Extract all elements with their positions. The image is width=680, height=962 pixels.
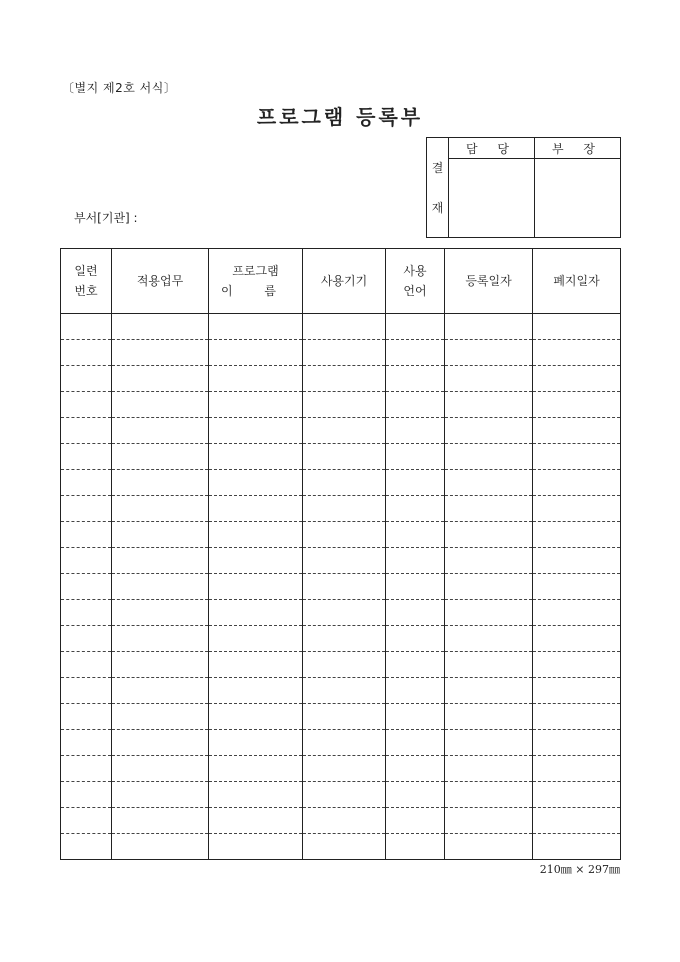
cell-reg-date[interactable]: [445, 600, 533, 626]
cell-device[interactable]: [303, 808, 386, 834]
cell-abolish-date[interactable]: [533, 496, 621, 522]
cell-language[interactable]: [386, 366, 445, 392]
cell-abolish-date[interactable]: [533, 704, 621, 730]
header-language-line1: 사용: [403, 264, 427, 278]
cell-language[interactable]: [386, 314, 445, 340]
cell-task[interactable]: [112, 340, 209, 366]
cell-task[interactable]: [112, 366, 209, 392]
table-header-row: [61, 249, 621, 314]
cell-serial[interactable]: [61, 834, 112, 860]
header-program-line2: 이 름: [221, 284, 290, 298]
cell-abolish-date[interactable]: [533, 834, 621, 860]
cell-language[interactable]: [386, 392, 445, 418]
cell-language[interactable]: [386, 418, 445, 444]
cell-abolish-date[interactable]: [533, 782, 621, 808]
cell-serial[interactable]: [61, 678, 112, 704]
table-row: [61, 756, 621, 782]
cell-language[interactable]: [386, 340, 445, 366]
cell-language[interactable]: [386, 678, 445, 704]
table-row: [61, 418, 621, 444]
cell-program[interactable]: [209, 470, 303, 496]
cell-abolish-date[interactable]: [533, 574, 621, 600]
cell-serial[interactable]: [61, 782, 112, 808]
cell-reg-date[interactable]: [445, 782, 533, 808]
cell-reg-date[interactable]: [445, 340, 533, 366]
cell-device[interactable]: [303, 834, 386, 860]
cell-device[interactable]: [303, 470, 386, 496]
table-row: [61, 444, 621, 470]
cell-serial[interactable]: [61, 548, 112, 574]
cell-abolish-date[interactable]: [533, 418, 621, 444]
cell-device[interactable]: [303, 392, 386, 418]
header-abolition-date: 폐지일자: [533, 249, 621, 314]
cell-device[interactable]: [303, 600, 386, 626]
cell-device[interactable]: [303, 652, 386, 678]
cell-program[interactable]: [209, 496, 303, 522]
cell-language[interactable]: [386, 756, 445, 782]
cell-serial[interactable]: [61, 652, 112, 678]
cell-serial[interactable]: [61, 522, 112, 548]
cell-serial[interactable]: [61, 496, 112, 522]
cell-program[interactable]: [209, 340, 303, 366]
cell-program[interactable]: [209, 392, 303, 418]
cell-reg-date[interactable]: [445, 496, 533, 522]
cell-abolish-date[interactable]: [533, 730, 621, 756]
table-row: [61, 600, 621, 626]
cell-reg-date[interactable]: [445, 392, 533, 418]
cell-task[interactable]: [112, 756, 209, 782]
cell-device[interactable]: [303, 314, 386, 340]
cell-language[interactable]: [386, 626, 445, 652]
cell-abolish-date[interactable]: [533, 678, 621, 704]
cell-task[interactable]: [112, 470, 209, 496]
cell-program[interactable]: [209, 314, 303, 340]
cell-device[interactable]: [303, 704, 386, 730]
table-row: [61, 392, 621, 418]
cell-serial[interactable]: [61, 418, 112, 444]
cell-device[interactable]: [303, 756, 386, 782]
cell-language[interactable]: [386, 444, 445, 470]
header-serial-line2: 번호: [74, 284, 98, 298]
table-row: [61, 730, 621, 756]
cell-reg-date[interactable]: [445, 366, 533, 392]
header-serial-line1: 일련: [74, 264, 98, 278]
cell-reg-date[interactable]: [445, 730, 533, 756]
cell-reg-date[interactable]: [445, 522, 533, 548]
cell-serial[interactable]: [61, 704, 112, 730]
header-language-line2: 언어: [403, 284, 427, 298]
cell-device[interactable]: [303, 418, 386, 444]
cell-reg-date[interactable]: [445, 704, 533, 730]
cell-task[interactable]: [112, 652, 209, 678]
cell-serial[interactable]: [61, 340, 112, 366]
approval-sign-manager[interactable]: [449, 159, 535, 238]
cell-abolish-date[interactable]: [533, 366, 621, 392]
table-row: [61, 652, 621, 678]
page-title: 프로그램 등록부: [256, 105, 424, 129]
cell-program[interactable]: [209, 808, 303, 834]
form-number: 〔별지 제2호 서식〕: [62, 81, 177, 95]
cell-task[interactable]: [112, 834, 209, 860]
cell-abolish-date[interactable]: [533, 522, 621, 548]
cell-language[interactable]: [386, 730, 445, 756]
cell-serial[interactable]: [61, 808, 112, 834]
cell-language[interactable]: [386, 574, 445, 600]
cell-device[interactable]: [303, 340, 386, 366]
cell-device[interactable]: [303, 444, 386, 470]
cell-program[interactable]: [209, 626, 303, 652]
cell-task[interactable]: [112, 418, 209, 444]
approval-box: [426, 137, 621, 238]
table-row: [61, 574, 621, 600]
cell-reg-date[interactable]: [445, 470, 533, 496]
cell-program[interactable]: [209, 756, 303, 782]
cell-device[interactable]: [303, 626, 386, 652]
cell-abolish-date[interactable]: [533, 444, 621, 470]
cell-abolish-date[interactable]: [533, 548, 621, 574]
cell-language[interactable]: [386, 470, 445, 496]
cell-program[interactable]: [209, 730, 303, 756]
header-program-name: [209, 249, 303, 314]
cell-language[interactable]: [386, 600, 445, 626]
approval-side-label-2: 재: [431, 200, 444, 215]
cell-language[interactable]: [386, 704, 445, 730]
cell-language[interactable]: [386, 834, 445, 860]
cell-task[interactable]: [112, 314, 209, 340]
cell-program[interactable]: [209, 418, 303, 444]
approval-side-label-1: 결: [431, 160, 444, 175]
header-device: 사용기기: [303, 249, 386, 314]
cell-abolish-date[interactable]: [533, 626, 621, 652]
cell-program[interactable]: [209, 548, 303, 574]
cell-program[interactable]: [209, 834, 303, 860]
cell-device[interactable]: [303, 522, 386, 548]
approval-side-label: [427, 138, 449, 238]
cell-reg-date[interactable]: [445, 314, 533, 340]
cell-language[interactable]: [386, 808, 445, 834]
cell-device[interactable]: [303, 574, 386, 600]
cell-abolish-date[interactable]: [533, 392, 621, 418]
header-registration-date: 등록일자: [445, 249, 533, 314]
cell-task[interactable]: [112, 600, 209, 626]
cell-reg-date[interactable]: [445, 574, 533, 600]
cell-serial[interactable]: [61, 470, 112, 496]
cell-abolish-date[interactable]: [533, 470, 621, 496]
cell-task[interactable]: [112, 704, 209, 730]
cell-reg-date[interactable]: [445, 626, 533, 652]
cell-task[interactable]: [112, 808, 209, 834]
cell-program[interactable]: [209, 444, 303, 470]
cell-serial[interactable]: [61, 626, 112, 652]
department-label: 부서[기관] :: [74, 211, 138, 225]
table-row: [61, 314, 621, 340]
cell-task[interactable]: [112, 496, 209, 522]
cell-reg-date[interactable]: [445, 548, 533, 574]
cell-language[interactable]: [386, 548, 445, 574]
cell-language[interactable]: [386, 496, 445, 522]
table-row: [61, 834, 621, 860]
cell-abolish-date[interactable]: [533, 808, 621, 834]
table-row: [61, 782, 621, 808]
cell-serial[interactable]: [61, 730, 112, 756]
cell-abolish-date[interactable]: [533, 340, 621, 366]
cell-reg-date[interactable]: [445, 678, 533, 704]
table-row: [61, 626, 621, 652]
approval-col-manager: 담 당: [449, 138, 535, 159]
cell-abolish-date[interactable]: [533, 314, 621, 340]
cell-task[interactable]: [112, 548, 209, 574]
paper-size-note: 210㎜ × 297㎜: [539, 863, 620, 876]
cell-serial[interactable]: [61, 444, 112, 470]
cell-device[interactable]: [303, 496, 386, 522]
header-language: [386, 249, 445, 314]
cell-serial[interactable]: [61, 756, 112, 782]
cell-language[interactable]: [386, 522, 445, 548]
cell-abolish-date[interactable]: [533, 756, 621, 782]
cell-program[interactable]: [209, 574, 303, 600]
table-body: [61, 314, 621, 860]
cell-abolish-date[interactable]: [533, 652, 621, 678]
cell-abolish-date[interactable]: [533, 600, 621, 626]
header-program-line1: 프로그램: [232, 264, 279, 278]
header-applied-task: 적용업무: [112, 249, 209, 314]
cell-language[interactable]: [386, 652, 445, 678]
table-row: [61, 340, 621, 366]
table-row: [61, 496, 621, 522]
cell-reg-date[interactable]: [445, 834, 533, 860]
cell-serial[interactable]: [61, 392, 112, 418]
program-register-table: [60, 248, 621, 860]
table-row: [61, 808, 621, 834]
cell-reg-date[interactable]: [445, 652, 533, 678]
cell-task[interactable]: [112, 678, 209, 704]
cell-serial[interactable]: [61, 574, 112, 600]
cell-program[interactable]: [209, 600, 303, 626]
table-row: [61, 678, 621, 704]
table-row: [61, 704, 621, 730]
cell-serial[interactable]: [61, 600, 112, 626]
cell-program[interactable]: [209, 782, 303, 808]
cell-task[interactable]: [112, 730, 209, 756]
cell-device[interactable]: [303, 730, 386, 756]
cell-device[interactable]: [303, 678, 386, 704]
cell-program[interactable]: [209, 704, 303, 730]
cell-reg-date[interactable]: [445, 418, 533, 444]
header-serial-number: [61, 249, 112, 314]
cell-language[interactable]: [386, 782, 445, 808]
cell-program[interactable]: [209, 366, 303, 392]
approval-sign-director[interactable]: [535, 159, 621, 238]
table-row: [61, 548, 621, 574]
cell-task[interactable]: [112, 626, 209, 652]
cell-task[interactable]: [112, 782, 209, 808]
table-row: [61, 470, 621, 496]
cell-task[interactable]: [112, 444, 209, 470]
cell-reg-date[interactable]: [445, 808, 533, 834]
cell-serial[interactable]: [61, 366, 112, 392]
cell-device[interactable]: [303, 548, 386, 574]
table-row: [61, 522, 621, 548]
cell-device[interactable]: [303, 782, 386, 808]
cell-program[interactable]: [209, 678, 303, 704]
cell-task[interactable]: [112, 574, 209, 600]
table-row: [61, 366, 621, 392]
cell-reg-date[interactable]: [445, 756, 533, 782]
cell-reg-date[interactable]: [445, 444, 533, 470]
cell-program[interactable]: [209, 652, 303, 678]
cell-program[interactable]: [209, 522, 303, 548]
cell-device[interactable]: [303, 366, 386, 392]
cell-task[interactable]: [112, 392, 209, 418]
approval-col-director: 부 장: [535, 138, 621, 159]
cell-serial[interactable]: [61, 314, 112, 340]
cell-task[interactable]: [112, 522, 209, 548]
